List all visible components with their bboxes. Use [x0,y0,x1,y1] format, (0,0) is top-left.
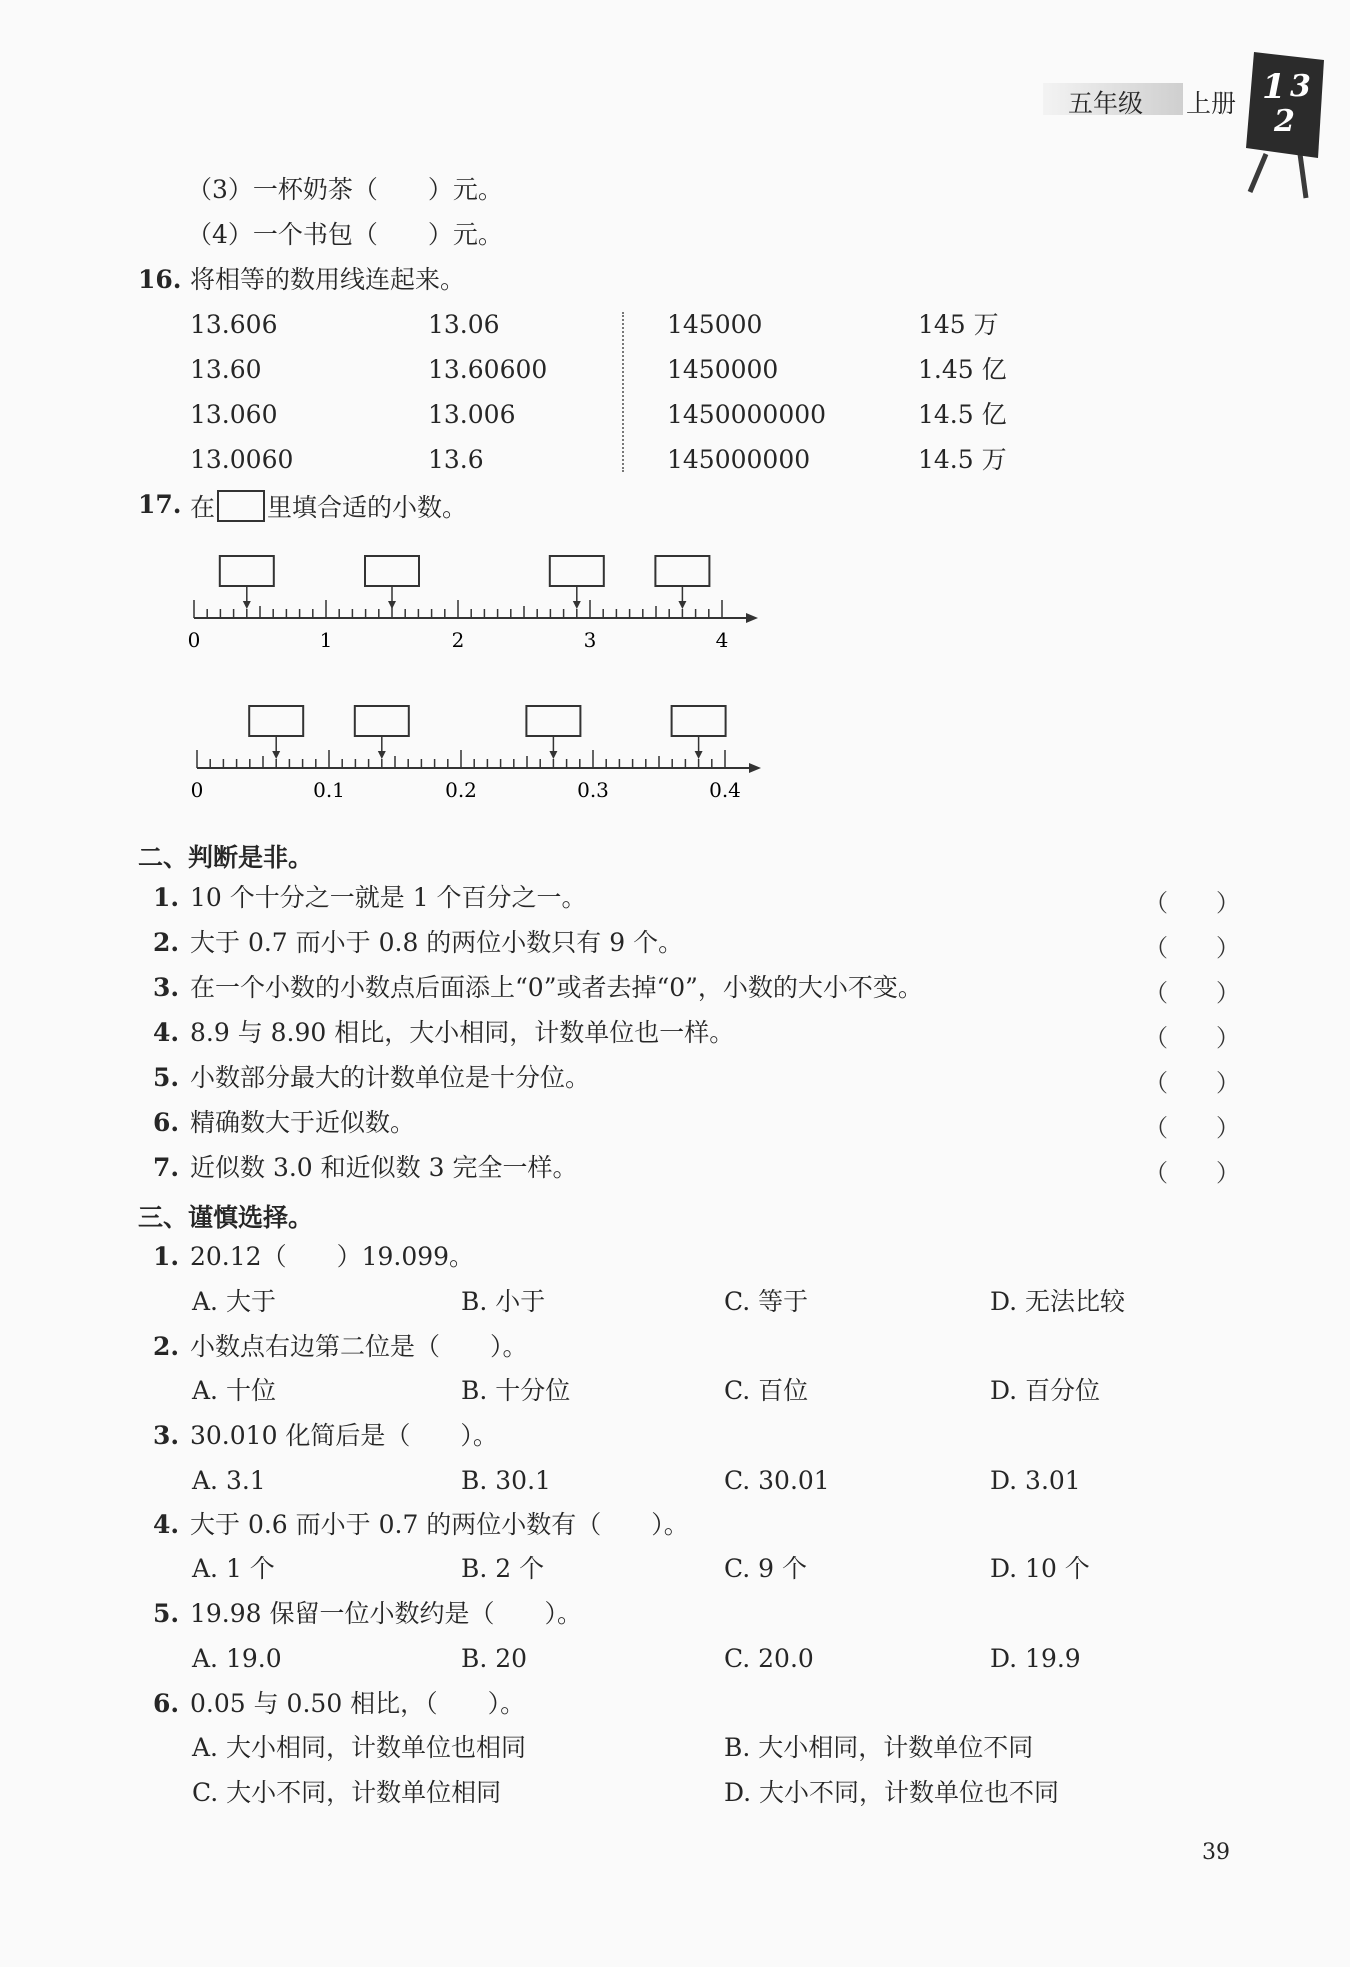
judge-num: 2. [153,928,180,957]
choice-option-c[interactable]: C. 9 个 [724,1554,807,1583]
choice-option-b[interactable]: B. 30.1 [461,1466,551,1495]
number-line-2-label: 0.1 [313,778,345,802]
number-line-1-label: 4 [715,628,729,652]
judge-answer-blank[interactable]: （ ） [1144,1069,1240,1097]
choice-option-b[interactable]: B. 大小相同，计数单位不同 [724,1733,1034,1762]
judge-num: 1. [153,883,180,912]
judge-text: 近似数 3.0 和近似数 3 完全一样。 [190,1153,578,1182]
choice-option-c[interactable]: C. 等于 [724,1287,809,1316]
number-line-2-pointer-arrow-icon [272,751,280,759]
choice-option-c[interactable]: C. 百位 [724,1376,809,1405]
q16-cell: 13.606 [190,310,278,339]
number-line-1-arrow-icon [746,613,758,623]
choice-option-d[interactable]: D. 无法比较 [990,1287,1126,1316]
logo-digit-1: 1 [1262,67,1286,107]
choice-option-d[interactable]: D. 百分位 [990,1376,1101,1405]
number-line-2-arrow-icon [749,763,761,773]
number-line-1-label: 1 [319,628,333,652]
q16-cell: 145000000 [667,445,811,474]
q16-divider [622,312,624,472]
section-2-title: 二、判断是非。 [138,843,314,872]
choice-option-b[interactable]: B. 小于 [461,1287,546,1316]
logo-digit-3: 3 [1290,69,1311,104]
number-line-2-pointer-arrow-icon [549,751,557,759]
judge-answer-blank[interactable]: （ ） [1144,934,1240,962]
choice-question: 19.98 保留一位小数约是（ ）。 [190,1599,583,1628]
number-line-2-label: 0 [190,778,204,802]
number-line-2-label: 0.4 [709,778,741,802]
number-line-2-pointer-arrow-icon [695,751,703,759]
section-3-title: 三、谨慎选择。 [138,1203,314,1232]
number-line-2-ticks [197,706,761,773]
judge-num: 5. [153,1063,180,1092]
choice-option-a[interactable]: A. 19.0 [192,1644,282,1673]
q16-cell: 13.60600 [428,355,548,384]
choice-option-c[interactable]: C. 30.01 [724,1466,830,1495]
number-line-1-answer-box[interactable] [365,556,419,586]
q16-number: 16. [138,265,182,294]
choice-option-a[interactable]: A. 大小相同，计数单位也相同 [192,1733,526,1762]
choice-question: 小数点右边第二位是（ ）。 [190,1332,528,1361]
number-line-1-pointer-arrow-icon [388,601,396,609]
judge-num: 6. [153,1108,180,1137]
choice-question: 0.05 与 0.50 相比，（ ）。 [190,1689,526,1718]
choice-num: 4. [153,1510,180,1539]
number-line-2 [183,690,763,810]
number-line-2-answer-box[interactable] [526,706,580,736]
choice-question: 30.010 化简后是（ ）。 [190,1421,498,1450]
choice-option-a[interactable]: A. 3.1 [192,1466,266,1495]
choice-question: 大于 0.6 而小于 0.7 的两位小数有（ ）。 [190,1510,689,1539]
q17-prompt-after: 里填合适的小数。 [267,493,468,522]
header-grade: 五年级 [1068,89,1144,118]
number-line-1-answer-box[interactable] [655,556,709,586]
q16-cell: 13.60 [190,355,262,384]
judge-answer-blank[interactable]: （ ） [1144,889,1240,917]
number-line-1-pointer-arrow-icon [573,601,581,609]
choice-option-b[interactable]: B. 十分位 [461,1376,571,1405]
choice-question: 20.12（ ）19.099。 [190,1242,475,1271]
judge-answer-blank[interactable]: （ ） [1144,1024,1240,1052]
choice-option-a[interactable]: A. 大于 [192,1287,276,1316]
choice-option-d[interactable]: D. 3.01 [990,1466,1081,1495]
judge-text: 8.9 与 8.90 相比，大小相同，计数单位也一样。 [190,1018,735,1047]
judge-answer-blank[interactable]: （ ） [1144,1159,1240,1187]
choice-num: 6. [153,1689,180,1718]
number-line-1-ticks [194,556,758,623]
q16-cell: 14.5 亿 [918,400,1007,429]
number-line-1-pointer-arrow-icon [678,601,686,609]
choice-option-a[interactable]: A. 十位 [192,1376,276,1405]
q16-cell: 14.5 万 [918,445,1007,474]
choice-option-a[interactable]: A. 1 个 [192,1554,275,1583]
q16-cell: 13.06 [428,310,500,339]
choice-option-d[interactable]: D. 大小不同，计数单位也不同 [724,1778,1060,1807]
judge-num: 3. [153,973,180,1002]
choice-option-d[interactable]: D. 10 个 [990,1554,1090,1583]
choice-option-b[interactable]: B. 2 个 [461,1554,545,1583]
logo-digit-2: 2 [1274,104,1295,139]
q17-prompt [190,490,467,523]
q17-prompt-before: 在 [190,493,216,522]
choice-option-c[interactable]: C. 大小不同，计数单位相同 [192,1778,502,1807]
choice-num: 5. [153,1599,180,1628]
number-line-1-label: 0 [187,628,201,652]
choice-num: 1. [153,1242,180,1271]
prev-item-3: （3）一杯奶茶（ ）元。 [187,175,503,204]
number-line-1-answer-box[interactable] [550,556,604,586]
number-line-2-label: 0.3 [577,778,609,802]
judge-answer-blank[interactable]: （ ） [1144,1114,1240,1142]
judge-num: 7. [153,1153,180,1182]
q16-prompt: 将相等的数用线连起来。 [190,265,466,294]
blackboard-logo-icon [1240,46,1326,204]
judge-text: 小数部分最大的计数单位是十分位。 [190,1063,591,1092]
answer-box-icon [217,490,265,522]
q16-cell: 145000 [667,310,763,339]
number-line-2-answer-box[interactable] [249,706,303,736]
choice-num: 2. [153,1332,180,1361]
q16-cell: 13.6 [428,445,484,474]
number-line-2-pointer-arrow-icon [378,751,386,759]
choice-num: 3. [153,1421,180,1450]
number-line-1 [180,540,760,660]
number-line-2-answer-box[interactable] [355,706,409,736]
q16-cell: 13.0060 [190,445,294,474]
judge-num: 4. [153,1018,180,1047]
judge-text: 精确数大于近似数。 [190,1108,416,1137]
prev-item-4: （4）一个书包（ ）元。 [187,220,503,249]
judge-text: 10 个十分之一就是 1 个百分之一。 [190,883,587,912]
judge-answer-blank[interactable]: （ ） [1144,979,1240,1007]
header-volume: 上册 [1186,89,1237,118]
number-line-1-pointer-arrow-icon [243,601,251,609]
page-number: 39 [1202,1840,1230,1865]
number-line-2-answer-box[interactable] [672,706,726,736]
judge-text: 在一个小数的小数点后面添上“0”或者去掉“0”，小数的大小不变。 [190,973,923,1002]
q16-cell: 1.45 亿 [918,355,1007,384]
q16-cell: 1450000 [667,355,779,384]
number-line-2-label: 0.2 [445,778,477,802]
number-line-1-answer-box[interactable] [220,556,274,586]
judge-text: 大于 0.7 而小于 0.8 的两位小数只有 9 个。 [190,928,684,957]
q16-cell: 13.060 [190,400,278,429]
choice-option-d[interactable]: D. 19.9 [990,1644,1081,1673]
choice-option-b[interactable]: B. 20 [461,1644,528,1673]
q16-cell: 1450000000 [667,400,827,429]
q16-cell: 145 万 [918,310,999,339]
q17-number: 17. [138,490,182,519]
number-line-1-label: 3 [583,628,597,652]
choice-option-c[interactable]: C. 20.0 [724,1644,814,1673]
number-line-1-label: 2 [451,628,465,652]
q16-cell: 13.006 [428,400,516,429]
